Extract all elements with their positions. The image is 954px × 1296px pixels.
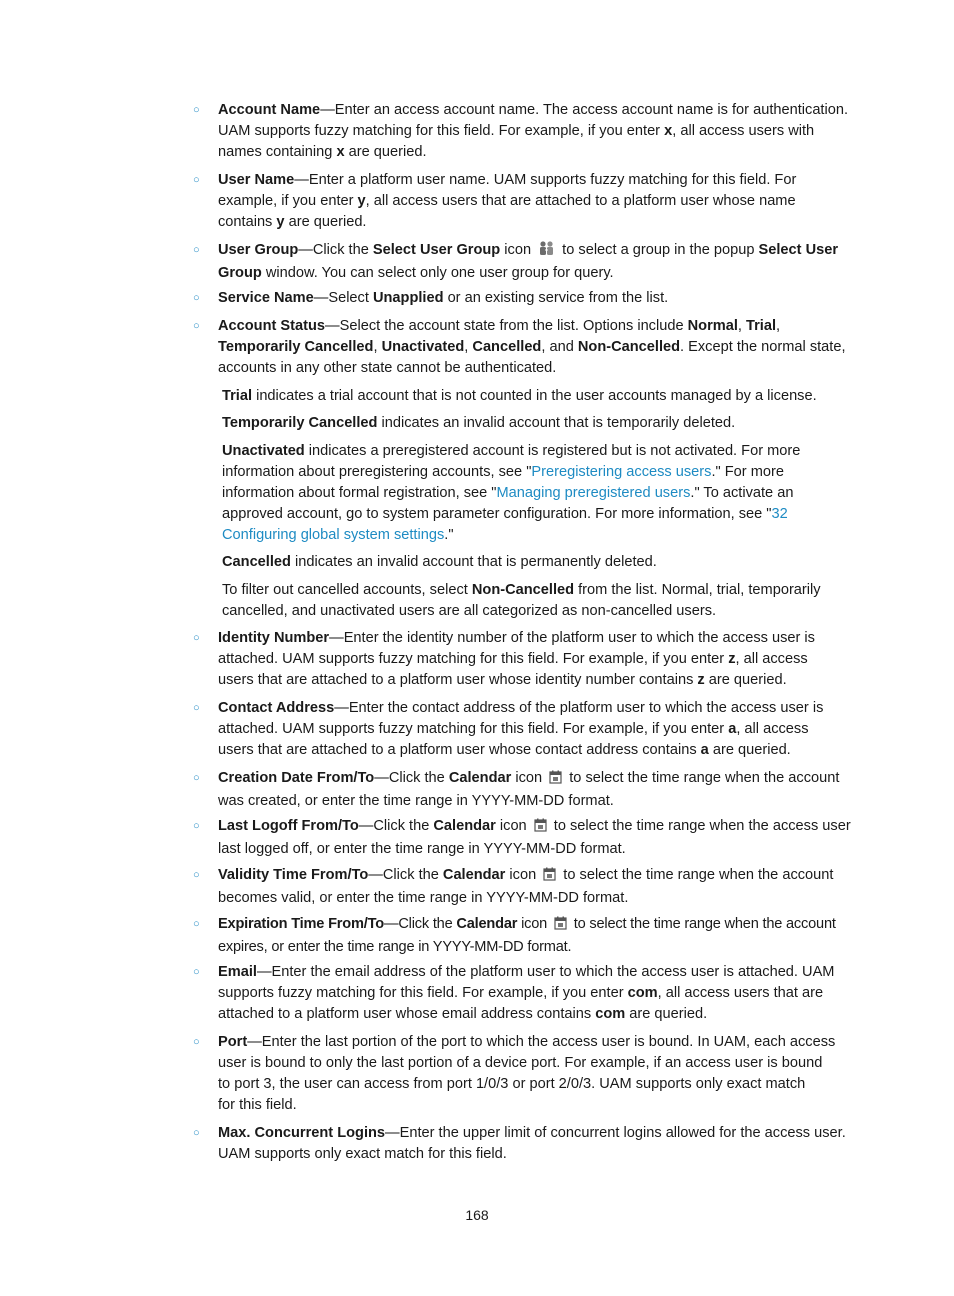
note-trial: Trial indicates a trial account that is not counted in the user accounts managed by a license. (222, 388, 817, 404)
note-temporarily-cancelled: Temporarily Cancelled indicates an invalid account that is temporarily deleted. (222, 415, 736, 431)
calendar-icon[interactable] (534, 818, 547, 839)
page-number: 168 (465, 1207, 489, 1223)
link-managing-preregistered-users[interactable]: Managing preregistered users (496, 485, 691, 502)
item-text: Account Status—Select the account state from the list. Options include Normal, Trial, Temporarily Cancelled, Unactivated, Cancelled, and Non-Cancelled. Except the normal state, accounts in any other state cannot be authenticated. (218, 318, 846, 377)
item-text: User Group—Click the Select User Group icon to select a group in the popup Select User Group window. You can select only one user group for query. (218, 242, 839, 282)
item-text: Account Name—Enter an access account name. The access account name is for authentication. UAM supports fuzzy matching for this field. For example, if you enter x, all access users with names containing x are queried. (218, 102, 849, 161)
item-text: Identity Number—Enter the identity number of the platform user to which the access user is attached. UAM supports fuzzy matching for this field. For example, if you enter z, all access users that are attached to a platform user whose identity number contains z are queried. (218, 630, 815, 689)
item-text: Email—Enter the email address of the platform user to which the access user is attached. UAM supports fuzzy matching for this field. For example, if you enter com, all access users that are attached to a platform user whose email address contains com are queried. (218, 964, 835, 1023)
calendar-icon[interactable] (554, 916, 567, 937)
bullet-icon: ○ (193, 1127, 200, 1139)
bullet-icon: ○ (193, 292, 200, 304)
item-text: Expiration Time From/To—Click the Calendar icon to select the time range when the account expires, or enter the time range in YYYY-MM-DD format. (218, 916, 836, 956)
note-cancelled: Cancelled indicates an invalid account that is permanently deleted. (222, 554, 657, 570)
note-filter: To filter out cancelled accounts, select Non-Cancelled from the list. Normal, trial, temporarily cancelled, and unactivated users are all categorized as non-cancelled users. (222, 582, 821, 620)
bullet-icon: ○ (193, 244, 200, 256)
item-text: Creation Date From/To—Click the Calendar icon to select the time range when the account was created, or enter the time range in YYYY-MM-DD format. (218, 770, 840, 810)
bullet-icon: ○ (193, 772, 200, 784)
bullet-icon: ○ (193, 632, 200, 644)
bullet-icon: ○ (193, 820, 200, 832)
bullet-icon: ○ (193, 320, 200, 332)
calendar-icon[interactable] (543, 867, 556, 888)
item-text: Max. Concurrent Logins—Enter the upper limit of concurrent logins allowed for the access user. UAM supports only exact match for this field. (218, 1125, 846, 1163)
item-text: Port—Enter the last portion of the port to which the access user is bound. In UAM, each access user is bound to only the last portion of a device port. For example, if an access user is bound to port 3, the user can access from port 1/0/3 or port 2/0/3. UAM supports only exact match for this field. (218, 1034, 836, 1114)
bullet-icon: ○ (193, 104, 200, 116)
item-text: Contact Address—Enter the contact address of the platform user to which the access user is attached. UAM supports fuzzy matching for this field. For example, if you enter a, all access users that are attached to a platform user whose contact address contains a are queried. (218, 700, 824, 759)
item-text: Validity Time From/To—Click the Calendar icon to select the time range when the account becomes valid, or enter the time range in YYYY-MM-DD format. (218, 867, 834, 907)
item-text: User Name—Enter a platform user name. UAM supports fuzzy matching for this field. For example, if you enter y, all access users that are attached to a platform user whose name contains y are queried. (218, 172, 797, 231)
select-user-group-icon[interactable] (538, 240, 555, 263)
link-preregistering-access-users[interactable]: Preregistering access users (531, 464, 712, 481)
bullet-icon: ○ (193, 966, 200, 978)
note-unactivated: Unactivated indicates a preregistered account is registered but is not activated. For more information about preregistering accounts, see "Preregistering access users." For more information about formal registration, see "Managing preregistered users." To activate an approved account, go to system parameter configuration. For more information, see "32 Configuring global system settings." (222, 443, 801, 544)
bullet-icon: ○ (193, 174, 200, 186)
item-text: Service Name—Select Unapplied or an existing service from the list. (218, 290, 669, 306)
item-text: Last Logoff From/To—Click the Calendar icon to select the time range when the access user last logged off, or enter the time range in YYYY-MM-DD format. (218, 818, 851, 858)
bullet-icon: ○ (193, 869, 200, 881)
calendar-icon[interactable] (549, 770, 562, 791)
bullet-icon: ○ (193, 918, 200, 930)
bullet-icon: ○ (193, 702, 200, 714)
link-configuring-global-system-settings[interactable]: 32 Configuring global system settings (222, 506, 788, 544)
bullet-icon: ○ (193, 1036, 200, 1048)
